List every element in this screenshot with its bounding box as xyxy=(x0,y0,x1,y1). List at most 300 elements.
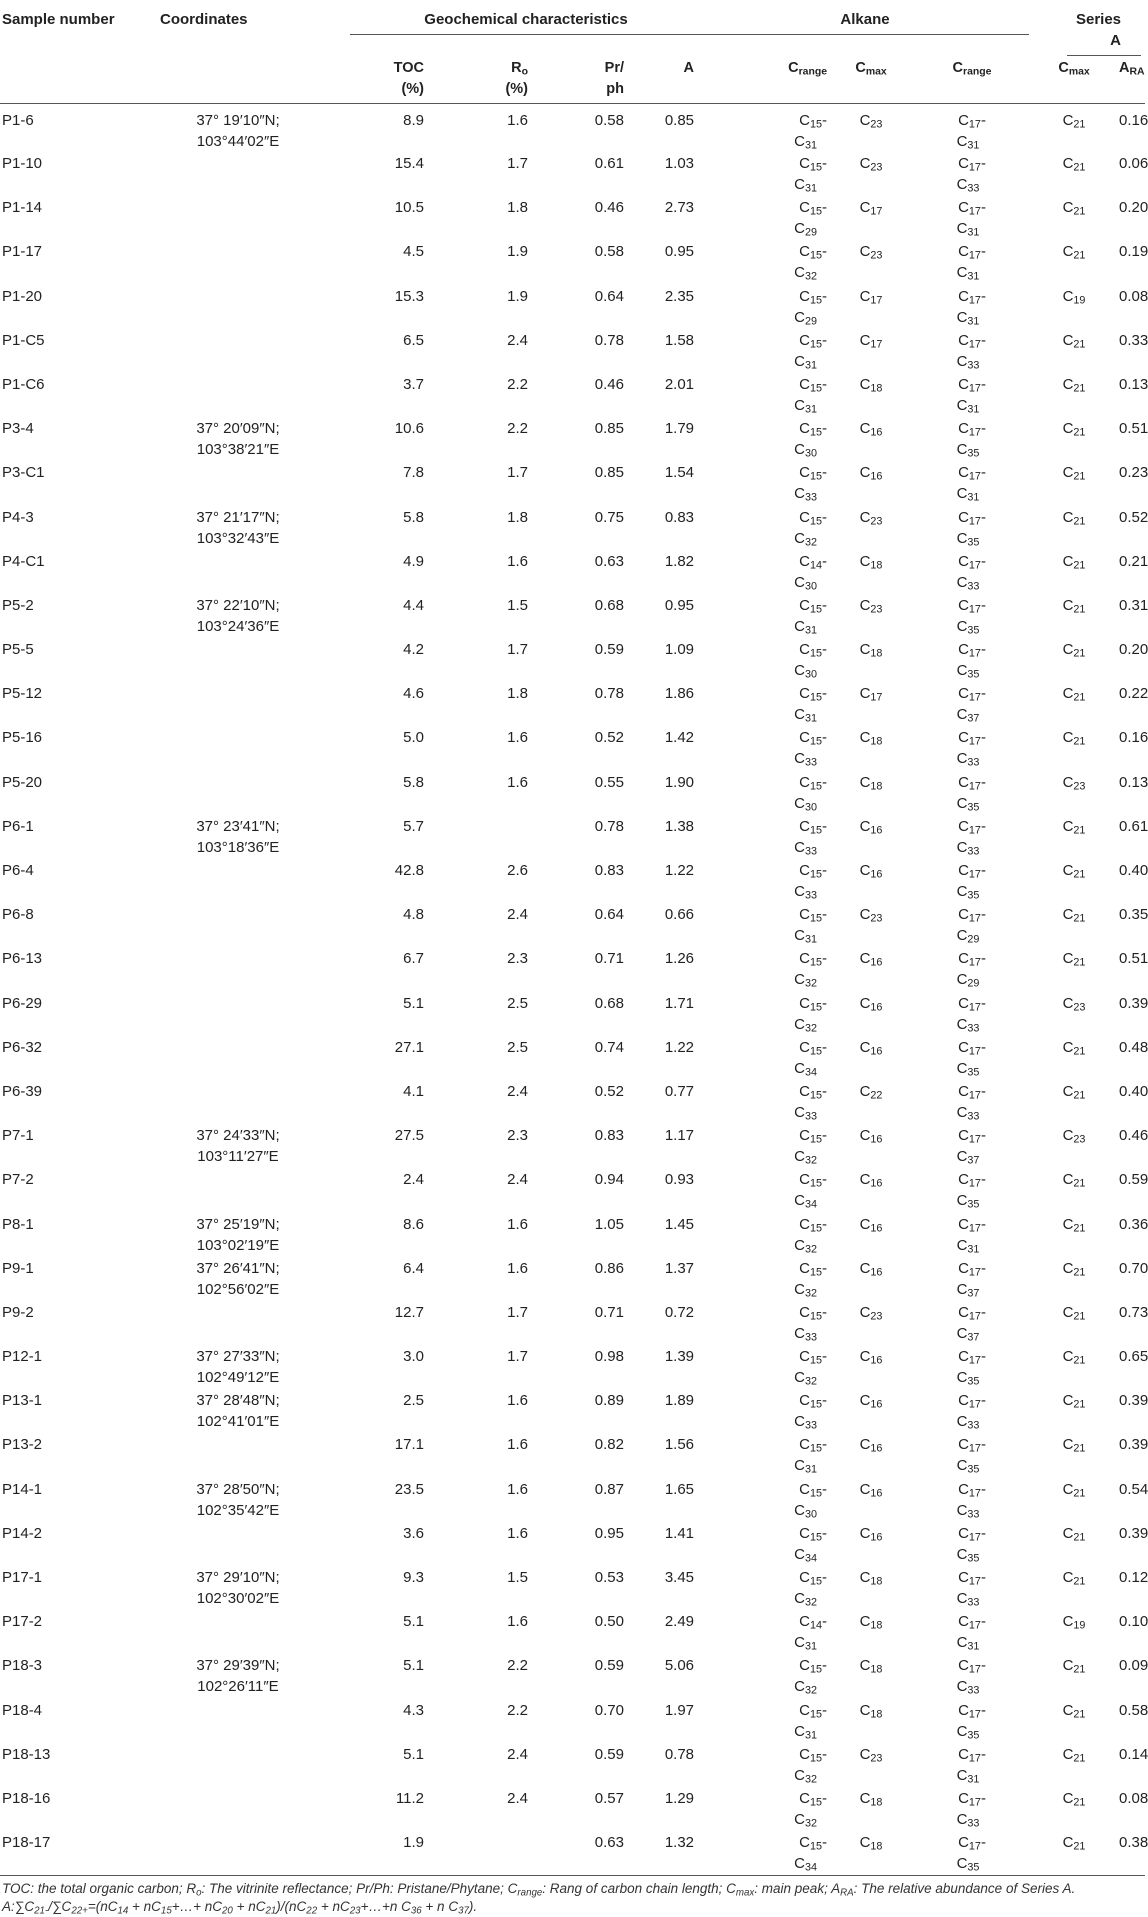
cell-toc xyxy=(346,1080,436,1124)
cell-coordinates xyxy=(130,903,346,947)
footnote-text: o xyxy=(196,1887,202,1899)
cell-coordinates xyxy=(130,1831,346,1876)
value-prph: 0.94 xyxy=(594,1171,624,1189)
cell-series-range: $C_{17}-$ $C_{33}$ xyxy=(956,1480,986,1521)
cell-coordinates xyxy=(130,1610,346,1654)
value-id: P18-16 xyxy=(2,1789,51,1807)
value-lat: 37° 26′41″N; xyxy=(196,1259,280,1277)
value-sr-hi: 37 xyxy=(967,1287,980,1300)
cell-sample-id xyxy=(0,1168,130,1212)
footnote-text: : main peak; A xyxy=(754,1881,841,1897)
cell-alkane-max: $C_{17}$ xyxy=(859,199,883,218)
value-ar-hi: 32 xyxy=(805,1375,818,1388)
value-sr-lo: 17 xyxy=(968,868,981,881)
cell-alkane-max: $C_{23}$ xyxy=(859,1303,883,1323)
value-amax: 16 xyxy=(870,1178,883,1190)
value-prph: 0.46 xyxy=(594,199,624,217)
cell-series-max: $C_{21}$ xyxy=(1062,729,1086,749)
cell-a xyxy=(636,1301,706,1345)
cell-series-max: $C_{21}$ xyxy=(1062,375,1086,395)
value-id: P5-2 xyxy=(2,596,34,614)
cell-prph xyxy=(546,771,636,815)
value-ar-hi: 31 xyxy=(805,1464,818,1477)
cell-sample-id xyxy=(0,1654,130,1698)
cell-series-max: $C_{21}$ xyxy=(1062,1657,1086,1677)
cell-series-max: $C_{23}$ xyxy=(1062,1127,1086,1146)
cell-toc xyxy=(346,1743,436,1787)
cell-ara xyxy=(1115,1036,1148,1080)
value-amax: 16 xyxy=(870,426,883,439)
value-prph: 0.59 xyxy=(594,641,624,659)
value-prph: 0.52 xyxy=(594,1082,624,1100)
cell-alkane-range: $C_{15}-$ $C_{30}$ xyxy=(794,420,828,460)
cell-ro xyxy=(436,1345,546,1389)
cell-alkane-max: $C_{22}$ xyxy=(859,1082,883,1102)
table-row xyxy=(0,417,1145,461)
cell-series-range: $C_{17}-$ $C_{35}$ xyxy=(956,641,986,681)
value-ar-lo: 15 xyxy=(810,294,823,307)
value-sr-hi: 33 xyxy=(967,1022,980,1035)
value-amax: 18 xyxy=(870,1708,883,1721)
cell-series-range: $C_{17}-$ $C_{31}$ xyxy=(956,1745,986,1786)
cell-series-range: $C_{17}-$ $C_{35}$ xyxy=(956,1171,986,1211)
value-sr-lo: 17 xyxy=(968,1664,981,1677)
cell-a xyxy=(636,1699,706,1743)
cell-ro xyxy=(436,1124,546,1168)
value-ara: 0.09 xyxy=(1119,1657,1148,1675)
value-a: 1.97 xyxy=(664,1701,695,1719)
value-smax: 21 xyxy=(1073,868,1086,881)
value-ar-lo: 15 xyxy=(810,1045,823,1058)
cell-sample-id xyxy=(0,196,130,240)
cell-ro xyxy=(436,1522,546,1566)
value-smax: 23 xyxy=(1073,1001,1086,1014)
cell-a xyxy=(636,638,706,682)
value-lat: 37° 24′33″N; xyxy=(196,1127,280,1145)
value-smax: 21 xyxy=(1073,1708,1086,1721)
value-sr-hi: 29 xyxy=(967,933,980,946)
value-lat: 37° 23′41″N; xyxy=(196,817,280,835)
cell-prph xyxy=(546,1478,636,1522)
cell-a xyxy=(636,1389,706,1433)
value-ro: 2.2 xyxy=(507,1657,528,1675)
value-ar-hi: 34 xyxy=(805,1199,818,1211)
cell-prph xyxy=(546,903,636,947)
cell-toc xyxy=(346,1787,436,1831)
cell-ara xyxy=(1115,1478,1148,1522)
cell-ara xyxy=(1115,240,1148,284)
value-id: P13-2 xyxy=(2,1436,43,1454)
value-sr-hi: 31 xyxy=(967,139,980,152)
cell-sample-id xyxy=(0,506,130,550)
cell-sample-id xyxy=(0,1080,130,1124)
cell-alkane-max: $C_{17}$ xyxy=(859,287,883,307)
value-ara: 0.35 xyxy=(1119,906,1148,924)
value-smax: 21 xyxy=(1073,957,1086,970)
cell-toc xyxy=(346,1566,436,1610)
value-ro: 1.6 xyxy=(507,1480,528,1498)
cell-sample-id xyxy=(0,682,130,726)
cell-ara xyxy=(1115,815,1148,859)
value-lon: 102°26′11″E xyxy=(197,1678,279,1696)
value-id: P14-2 xyxy=(2,1524,43,1542)
value-sr-hi: 33 xyxy=(967,757,980,770)
cell-toc xyxy=(346,1036,436,1080)
cell-ara xyxy=(1115,1389,1148,1433)
value-toc: 5.8 xyxy=(403,508,424,526)
value-prph: 0.85 xyxy=(594,464,624,482)
value-ro: 1.5 xyxy=(507,596,528,614)
cell-alkane-max: $C_{16}$ xyxy=(859,1348,883,1367)
value-smax: 21 xyxy=(1073,205,1086,218)
value-sr-hi: 33 xyxy=(967,1596,980,1609)
cell-a xyxy=(636,329,706,373)
value-smax: 21 xyxy=(1073,1664,1086,1677)
cell-ara xyxy=(1115,903,1148,947)
value-id: P5-20 xyxy=(2,773,43,791)
cell-series-max: $C_{21}$ xyxy=(1062,1215,1086,1235)
value-toc: 5.8 xyxy=(403,773,424,791)
cell-coordinates xyxy=(130,815,346,859)
cell-sample-id xyxy=(0,1389,130,1433)
cell-series-range: $C_{17}-$ $C_{37}$ xyxy=(956,685,986,725)
cell-series-range: $C_{17}-$ $C_{33}$ xyxy=(956,994,986,1035)
value-ar-hi: 31 xyxy=(805,1729,818,1742)
footnote-text: A:∑C xyxy=(2,1899,35,1915)
value-sr-hi: 31 xyxy=(967,315,980,328)
value-ara: 0.48 xyxy=(1119,1038,1148,1056)
value-ro: 2.5 xyxy=(507,1038,528,1056)
cell-ro xyxy=(436,1036,546,1080)
value-ar-hi: 32 xyxy=(805,1022,818,1035)
value-sr-hi: 31 xyxy=(967,1773,980,1786)
table-header xyxy=(0,0,1145,104)
cell-alkane-range: $C_{14}-$ $C_{30}$ xyxy=(794,552,828,593)
cell-coordinates xyxy=(130,373,346,417)
cell-coordinates xyxy=(130,1654,346,1698)
value-ro: 1.9 xyxy=(507,243,528,261)
value-amax: 16 xyxy=(870,868,883,881)
value-toc: 6.4 xyxy=(403,1259,424,1277)
value-sr-lo: 17 xyxy=(968,338,981,351)
cell-alkane-range: $C_{15}-$ $C_{31}$ xyxy=(794,906,828,946)
value-smax: 23 xyxy=(1073,1133,1086,1146)
value-ro: 2.3 xyxy=(507,950,528,968)
value-sr-lo: 17 xyxy=(968,1752,981,1765)
value-ar-lo: 15 xyxy=(810,824,823,837)
value-ro: 2.4 xyxy=(507,331,528,349)
cell-sample-id xyxy=(0,1257,130,1301)
value-sr-hi: 35 xyxy=(967,624,980,637)
cell-alkane-max: $C_{18}$ xyxy=(859,1613,883,1632)
value-ar-hi: 32 xyxy=(805,1817,818,1830)
value-smax: 21 xyxy=(1073,338,1086,351)
value-smax: 21 xyxy=(1073,1752,1086,1765)
value-id: P8-1 xyxy=(2,1215,34,1233)
cell-alkane-range: $C_{15}-$ $C_{33}$ xyxy=(794,1392,828,1432)
value-ara: 0.73 xyxy=(1119,1303,1148,1321)
value-ro: 1.7 xyxy=(507,155,528,172)
value-amax: 18 xyxy=(870,1619,883,1632)
cell-sample-id xyxy=(0,240,130,284)
value-smax: 21 xyxy=(1073,1222,1086,1235)
cell-ro xyxy=(436,682,546,726)
value-ar-lo: 15 xyxy=(810,1487,823,1500)
value-ar-lo: 15 xyxy=(810,957,823,970)
cell-coordinates xyxy=(130,506,346,550)
footnote-text: 21- xyxy=(34,1905,49,1917)
value-ara: 0.16 xyxy=(1119,112,1148,129)
value-sr-hi: 33 xyxy=(967,1419,980,1432)
cell-ro xyxy=(436,1257,546,1301)
cell-alkane-range: $C_{15}-$ $C_{33}$ xyxy=(794,729,828,770)
value-amax: 16 xyxy=(870,1531,883,1544)
cell-series-range: $C_{17}-$ $C_{35}$ xyxy=(956,1834,986,1874)
table-row xyxy=(0,373,1145,417)
value-prph: 0.70 xyxy=(594,1701,624,1719)
value-sr-hi: 33 xyxy=(967,845,980,858)
value-ar-hi: 33 xyxy=(805,1331,818,1344)
value-sr-hi: 35 xyxy=(967,1199,980,1211)
value-sr-hi: 35 xyxy=(967,1464,980,1477)
footnote-text: )/(nC xyxy=(276,1899,307,1915)
cell-series-max: $C_{21}$ xyxy=(1062,464,1086,483)
value-id: P4-3 xyxy=(2,508,34,526)
value-toc: 3.0 xyxy=(403,1348,424,1366)
cell-alkane-range: $C_{15}-$ $C_{31}$ xyxy=(794,155,828,195)
value-ro: 1.8 xyxy=(507,199,528,217)
value-smax: 21 xyxy=(1073,691,1086,704)
col-prph: Pr/ ph xyxy=(604,60,624,97)
value-id: P4-C1 xyxy=(2,552,45,570)
value-ro: 2.6 xyxy=(507,862,528,879)
footnote-text: ). xyxy=(468,1899,478,1915)
value-sr-hi: 35 xyxy=(967,1861,980,1874)
cell-ara xyxy=(1115,771,1148,815)
footnote-text: 23 xyxy=(349,1905,361,1917)
cell-alkane-range: $C_{15}-$ $C_{33}$ xyxy=(794,1303,828,1344)
value-a: 1.37 xyxy=(664,1259,695,1277)
footnote-text: 14 xyxy=(117,1905,129,1917)
cell-coordinates xyxy=(130,1699,346,1743)
value-amax: 23 xyxy=(870,1752,883,1765)
cell-series-max: $C_{21}$ xyxy=(1062,1082,1086,1102)
cell-alkane-max: $C_{18}$ xyxy=(859,552,883,572)
value-ara: 0.19 xyxy=(1119,243,1148,261)
value-id: P6-29 xyxy=(2,994,43,1012)
value-ro: 1.6 xyxy=(507,1613,528,1631)
value-id: P17-1 xyxy=(2,1569,43,1586)
value-sr-lo: 17 xyxy=(968,1266,981,1279)
value-id: P1-10 xyxy=(2,155,43,172)
value-lat: 37° 29′39″N; xyxy=(196,1657,280,1675)
cell-alkane-range: $C_{15}-$ $C_{31}$ xyxy=(794,112,828,152)
value-amax: 23 xyxy=(870,118,883,131)
cell-coordinates xyxy=(130,1478,346,1522)
value-sr-hi: 31 xyxy=(967,403,980,416)
cell-ara xyxy=(1115,1433,1148,1477)
cell-ara xyxy=(1115,638,1148,682)
value-id: P9-2 xyxy=(2,1303,34,1321)
cell-a xyxy=(636,1168,706,1212)
footnote-text: 15 xyxy=(160,1905,172,1917)
value-lat: 37° 19′10″N; xyxy=(196,112,280,129)
value-a: 1.86 xyxy=(664,685,695,703)
value-ar-lo: 15 xyxy=(810,515,823,528)
value-a: 1.90 xyxy=(664,773,695,791)
value-a: 3.45 xyxy=(664,1569,695,1586)
value-ara: 0.51 xyxy=(1119,420,1148,438)
value-toc: 4.5 xyxy=(403,243,424,261)
table-row xyxy=(0,1257,1145,1301)
value-ar-lo: 15 xyxy=(810,1266,823,1279)
cell-toc xyxy=(346,1301,436,1345)
value-ar-hi: 30 xyxy=(805,580,818,593)
value-toc: 5.0 xyxy=(403,729,424,747)
footnote-text: +…+ nC xyxy=(171,1899,223,1915)
value-lon: 103°38′21″E xyxy=(196,441,280,459)
value-a: 1.71 xyxy=(664,994,695,1012)
cell-ro xyxy=(436,1389,546,1433)
value-smax: 21 xyxy=(1073,647,1086,660)
cell-series-max: $C_{21}$ xyxy=(1062,685,1086,704)
value-sr-lo: 17 xyxy=(968,603,981,616)
table-row xyxy=(0,550,1145,594)
value-toc: 4.9 xyxy=(403,552,424,570)
value-amax: 23 xyxy=(870,1310,883,1323)
value-sr-lo: 17 xyxy=(968,1310,981,1323)
value-ara: 0.59 xyxy=(1119,1171,1148,1189)
value-toc: 10.6 xyxy=(394,420,424,438)
value-sr-hi: 35 xyxy=(967,889,980,902)
value-sr-hi: 29 xyxy=(967,978,980,991)
cell-sample-id xyxy=(0,1301,130,1345)
value-ar-hi: 33 xyxy=(805,1419,818,1432)
value-ar-hi: 32 xyxy=(805,536,818,549)
value-ar-lo: 15 xyxy=(810,1354,823,1367)
cell-ara xyxy=(1115,550,1148,594)
value-id: P18-13 xyxy=(2,1745,51,1763)
cell-sample-id xyxy=(0,461,130,505)
value-a: 2.35 xyxy=(664,287,695,305)
cell-series-max: $C_{21}$ xyxy=(1062,1348,1086,1367)
value-id: P9-1 xyxy=(2,1259,34,1277)
value-ar-hi: 32 xyxy=(805,1154,818,1167)
cell-series-max: $C_{21}$ xyxy=(1062,906,1086,925)
value-lat: 37° 22′10″N; xyxy=(196,596,280,614)
value-id: P1-17 xyxy=(2,243,43,261)
cell-series-range: $C_{17}-$ $C_{35}$ xyxy=(956,1524,986,1565)
cell-alkane-max: $C_{18}$ xyxy=(859,641,883,660)
value-sr-lo: 17 xyxy=(968,559,981,572)
cell-series-max: $C_{19}$ xyxy=(1062,1613,1086,1632)
cell-alkane-max: $C_{16}$ xyxy=(859,1038,883,1058)
value-id: P6-13 xyxy=(2,950,43,968)
footnote-text: RA xyxy=(840,1887,854,1899)
cell-coordinates xyxy=(130,726,346,770)
cell-a xyxy=(636,152,706,196)
value-lat: 37° 29′10″N; xyxy=(196,1569,280,1586)
table-row xyxy=(0,726,1145,770)
cell-sample-id xyxy=(0,285,130,329)
value-amax: 16 xyxy=(870,824,883,837)
cell-ara xyxy=(1115,1566,1148,1610)
cell-alkane-range: $C_{15}-$ $C_{32}$ xyxy=(794,1127,828,1167)
cell-sample-id xyxy=(0,1433,130,1477)
value-smax: 21 xyxy=(1073,1796,1086,1809)
value-a: 1.17 xyxy=(664,1127,695,1145)
value-ar-hi: 31 xyxy=(805,403,818,416)
value-ro: 1.6 xyxy=(507,112,528,129)
value-ara: 0.65 xyxy=(1119,1348,1148,1366)
value-ar-lo: 15 xyxy=(810,1796,823,1809)
value-ara: 0.14 xyxy=(1119,1745,1148,1763)
value-sr-hi: 31 xyxy=(967,1243,980,1256)
cell-ara xyxy=(1115,1743,1148,1787)
value-prph: 0.71 xyxy=(594,950,624,968)
cell-alkane-range: $C_{15}-$ $C_{33}$ xyxy=(794,817,828,858)
value-amax: 17 xyxy=(870,205,883,218)
value-lat: 37° 27′33″N; xyxy=(196,1348,280,1366)
value-sr-lo: 17 xyxy=(968,1840,981,1853)
cell-a xyxy=(636,1654,706,1698)
value-ara: 0.20 xyxy=(1119,641,1148,659)
value-prph: 0.82 xyxy=(594,1436,624,1454)
value-sr-lo: 17 xyxy=(968,426,981,439)
value-ar-lo: 15 xyxy=(810,691,823,704)
cell-sample-id xyxy=(0,1036,130,1080)
value-smax: 21 xyxy=(1073,1045,1086,1058)
cell-prph xyxy=(546,1345,636,1389)
value-toc: 10.5 xyxy=(394,199,424,217)
cell-ara xyxy=(1115,285,1148,329)
cell-series-range: $C_{17}-$ $C_{31}$ xyxy=(956,1613,986,1653)
cell-sample-id xyxy=(0,1213,130,1257)
cell-ara xyxy=(1115,1213,1148,1257)
footnote-text: 37 xyxy=(458,1905,469,1917)
value-lon: 102°41′01″E xyxy=(196,1413,280,1431)
value-a: 2.73 xyxy=(664,199,695,217)
cell-sample-id xyxy=(0,1478,130,1522)
value-toc: 5.1 xyxy=(403,994,424,1012)
value-id: P7-2 xyxy=(2,1171,34,1189)
cell-series-range: $C_{17}-$ $C_{31}$ xyxy=(956,112,986,152)
cell-prph xyxy=(546,550,636,594)
value-ro: 2.2 xyxy=(507,1701,528,1719)
col-a: A xyxy=(683,60,695,76)
table-row xyxy=(0,1433,1145,1477)
value-ara: 0.36 xyxy=(1119,1215,1148,1233)
footnote-text: 22 xyxy=(306,1905,318,1917)
value-toc: 7.8 xyxy=(403,464,424,482)
value-prph: 0.87 xyxy=(594,1480,624,1498)
value-sr-hi: 33 xyxy=(967,1110,980,1123)
value-ar-lo: 15 xyxy=(810,1089,823,1102)
value-ar-lo: 15 xyxy=(810,1222,823,1235)
value-a: 0.95 xyxy=(664,596,695,614)
cell-prph xyxy=(546,947,636,991)
cell-alkane-max: $C_{16}$ xyxy=(859,1215,883,1235)
value-sr-lo: 17 xyxy=(968,1089,981,1102)
cell-alkane-range: $C_{15}-$ $C_{32}$ xyxy=(794,1259,828,1300)
footnote-text: 20 xyxy=(222,1905,233,1917)
cell-ara xyxy=(1115,1610,1148,1654)
value-ro: 1.6 xyxy=(507,773,528,791)
cell-prph xyxy=(546,1610,636,1654)
value-ro: 1.6 xyxy=(507,1215,528,1233)
table-row xyxy=(0,1080,1145,1124)
value-amax: 23 xyxy=(870,912,883,925)
